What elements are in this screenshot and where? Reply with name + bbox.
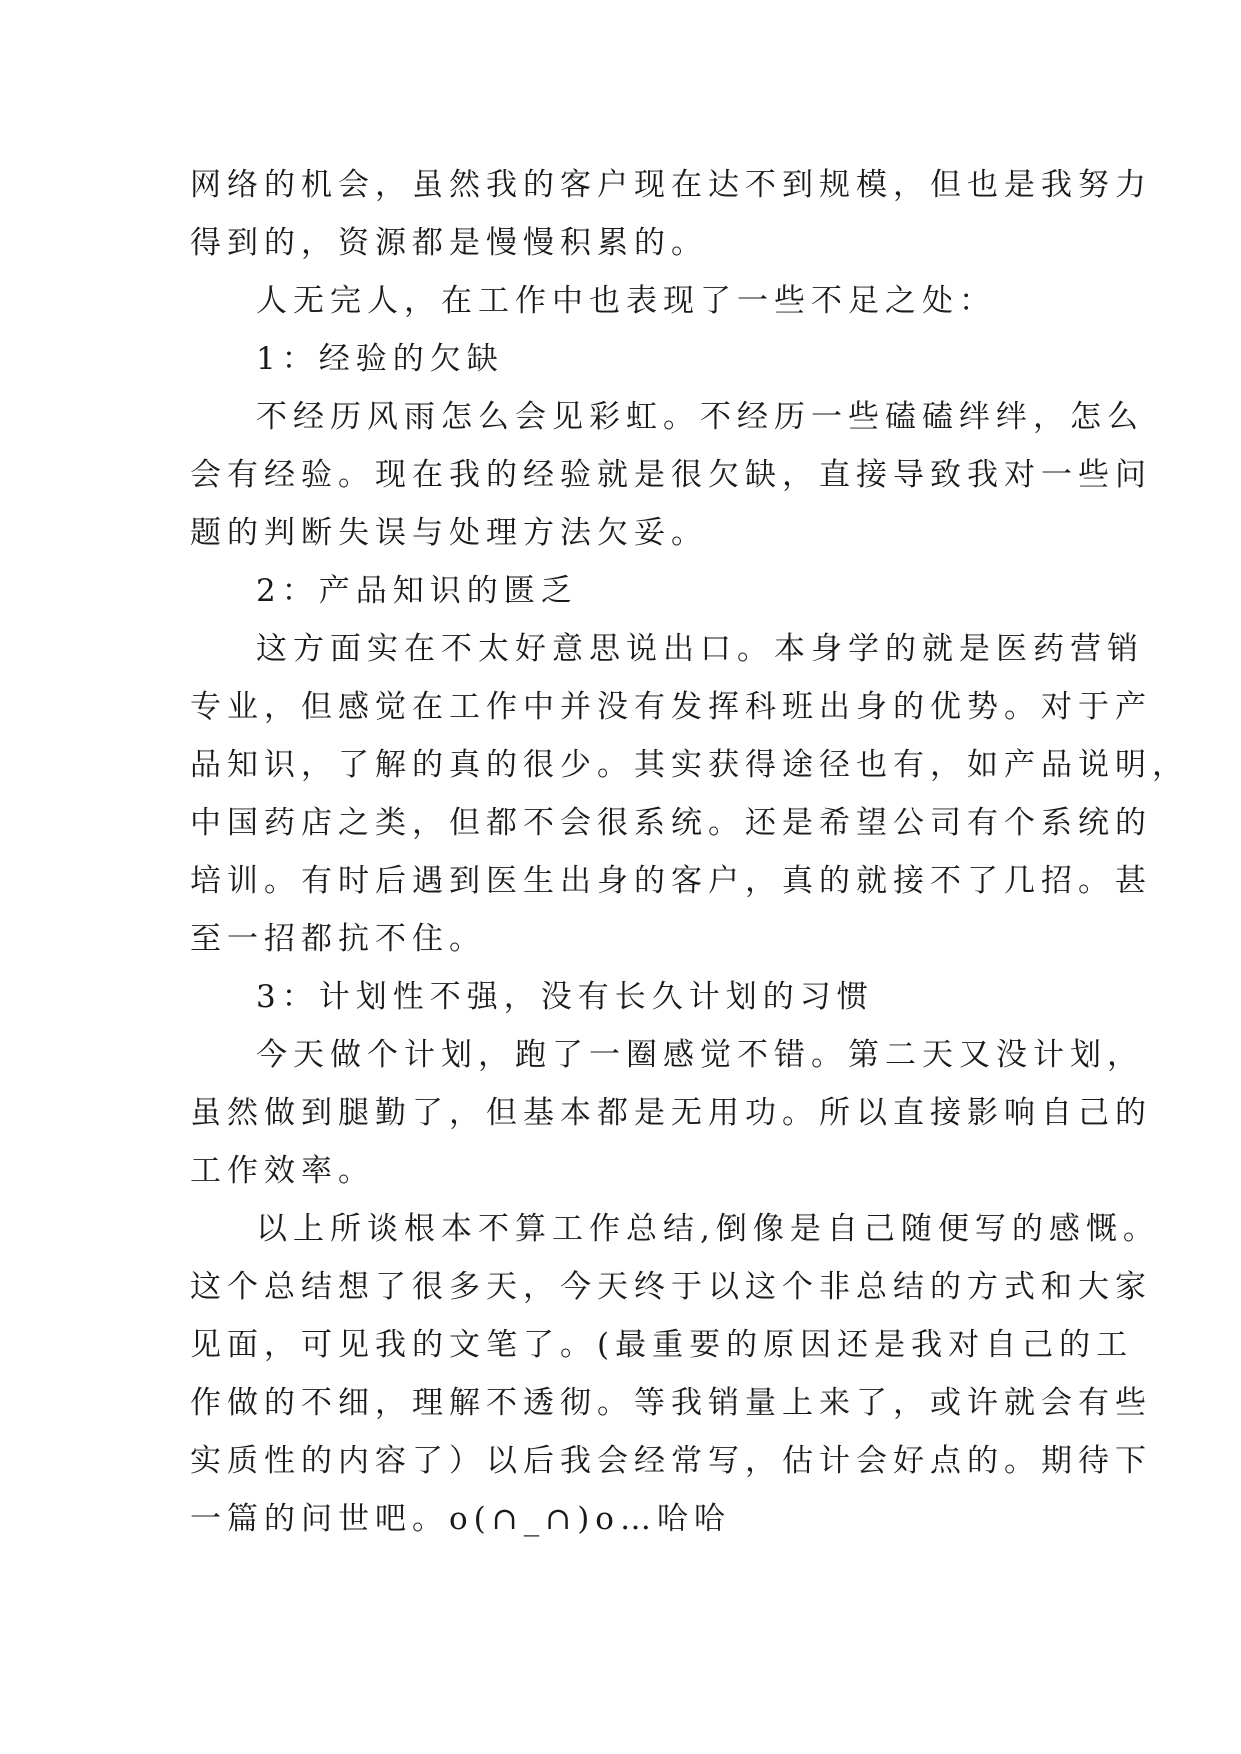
text-line: 以上所谈根本不算工作总结,倒像是自己随便写的感慨。	[256, 1211, 1160, 1247]
text-line: 一篇的问世吧。o(∩_∩)o…哈哈	[190, 1501, 731, 1537]
text-line: 见面，可见我的文笔了。(最重要的原因还是我对自己的工	[190, 1327, 1134, 1363]
text-line: 培训。有时后遇到医生出身的客户，真的就接不了几招。甚	[190, 863, 1152, 899]
text-line: 虽然做到腿勤了，但基本都是无用功。所以直接影响自己的	[190, 1095, 1152, 1131]
document-body	[190, 156, 1189, 1548]
text-line: 专业，但感觉在工作中并没有发挥科班出身的优势。对于产	[190, 689, 1152, 725]
text-line: 网络的机会，虽然我的客户现在达不到规模，但也是我努力	[190, 167, 1152, 203]
section-heading: 2：产品知识的匮乏	[256, 573, 578, 609]
text-line: 这个总结想了很多天，今天终于以这个非总结的方式和大家	[190, 1269, 1152, 1305]
text-line: 不经历风雨怎么会见彩虹。不经历一些磕磕绊绊，怎么	[256, 399, 1144, 435]
text-line: 人无完人，在工作中也表现了一些不足之处：	[256, 283, 996, 319]
text-line: 工作效率。	[190, 1153, 375, 1189]
section-heading: 3：计划性不强，没有长久计划的习惯	[256, 979, 874, 1015]
text-line: 实质性的内容了）以后我会经常写，估计会好点的。期待下	[190, 1443, 1152, 1479]
text-line: 品知识，了解的真的很少。其实获得途径也有，如产品说明，	[190, 747, 1189, 783]
text-line: 作做的不细，理解不透彻。等我销量上来了，或许就会有些	[190, 1385, 1152, 1421]
text-line: 至一招都抗不住。	[190, 921, 486, 957]
text-line: 得到的，资源都是慢慢积累的。	[190, 225, 708, 261]
text-line: 这方面实在不太好意思说出口。本身学的就是医药营销	[256, 631, 1144, 667]
text-line: 会有经验。现在我的经验就是很欠缺，直接导致我对一些问	[190, 457, 1152, 493]
section-heading: 1：经验的欠缺	[256, 341, 504, 377]
text-line: 中国药店之类，但都不会很系统。还是希望公司有个系统的	[190, 805, 1152, 841]
text-line: 今天做个计划，跑了一圈感觉不错。第二天又没计划，	[256, 1037, 1144, 1073]
text-line: 题的判断失误与处理方法欠妥。	[190, 515, 708, 551]
